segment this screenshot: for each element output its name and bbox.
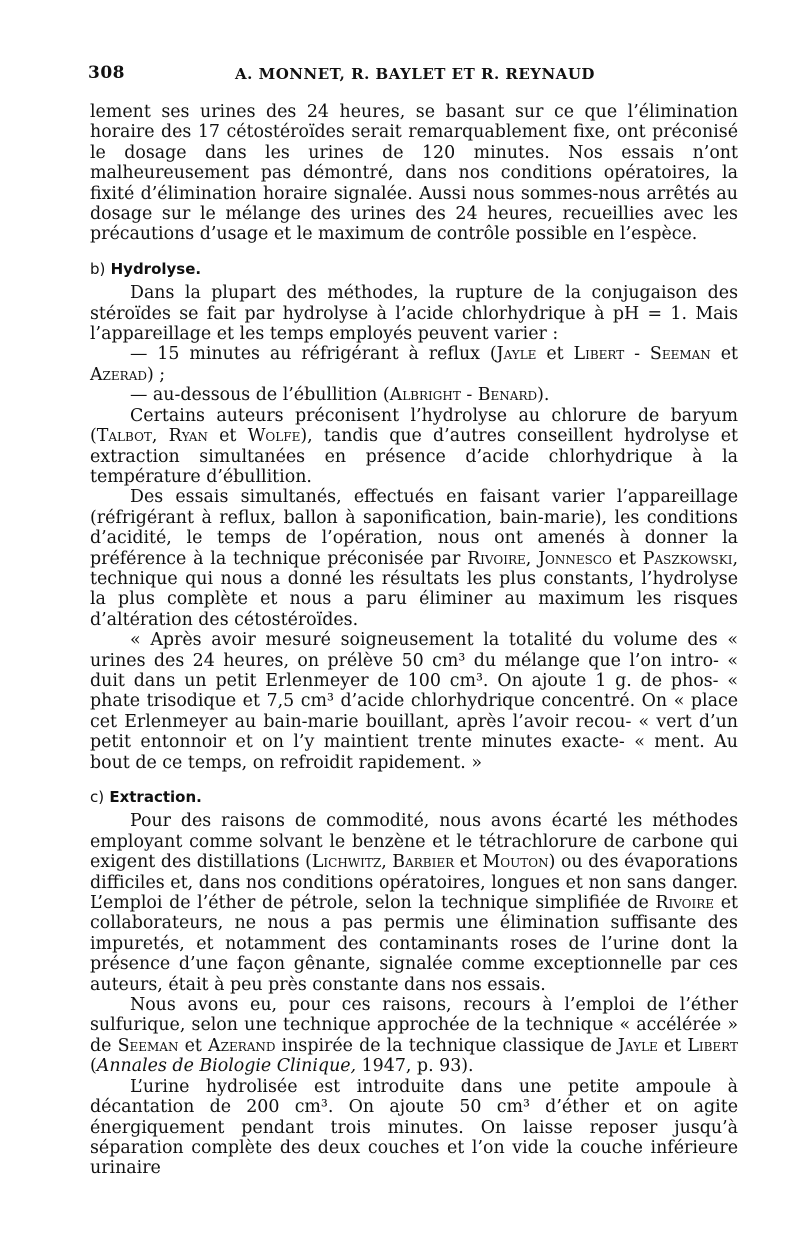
author-name: Albright - Benard (389, 385, 538, 406)
text-span: et collaborateurs, ne nous a pas permis une élimination suffisante des impuretés, et notamment des contaminants roses de l’urine dont la présence d’une façon gênante, signalée comme exceptionnelle par ces auteurs, était à peu près constante dans nos essais. (90, 893, 738, 995)
text-span: , technique qui nous a donné les résultats les plus constants, l’hydrolyse la plus complète et nous a paru éliminer au maximum les risques d’altération des cétostéroïdes. (90, 548, 738, 630)
author-name: Jayle (496, 344, 537, 365)
text-span: Certains auteurs préconisent l’hydrolyse au chlorure de baryum ( (90, 405, 738, 447)
text-span: ( (90, 1056, 97, 1077)
author-name: Lichwitz, Barbier (311, 852, 455, 873)
paragraph: L’urine hydrolisée est introduite dans une petite ampoule à décantation de 200 cm³. On ajoute 50 cm³ d’éther et on agite énergiquement pendant trois minutes. On laisse reposer jusqu’à séparation complète des deux couches et l’on vide la couche inférieure urinaire (90, 1076, 738, 1179)
author-name: Libert (687, 1035, 739, 1056)
text-span: et (657, 1035, 688, 1056)
paragraph: Dans la plupart des méthodes, la rupture de la conjugaison des stéroïdes se fait par hydrolyse à l’acide chlorhydrique à pH = 1. Mais l’appareillage et les temps employés peuvent varier : (90, 283, 738, 345)
section-letter: c) (90, 788, 105, 806)
author-name: Talbot, Ryan (96, 426, 208, 447)
text-span: — 15 minutes au réfrigérant à reflux ( (130, 344, 497, 365)
author-name: Seeman (117, 1035, 179, 1056)
paragraph (90, 487, 738, 630)
page-number: 308 (88, 63, 125, 83)
author-name: Mouton (482, 852, 549, 873)
author-name: Rivoire, Jonnesco (467, 548, 612, 569)
running-head-authors: A. MONNET, R. BAYLET ET R. REYNAUD (235, 65, 595, 83)
paragraph (90, 406, 738, 488)
author-name: Azerand (208, 1035, 276, 1056)
text-span: et (611, 548, 643, 569)
section-title: Extraction. (109, 788, 202, 806)
text-span: 1947, p. 93). (356, 1056, 474, 1077)
section-title: Hydrolyse. (110, 259, 202, 278)
list-item (90, 385, 738, 405)
quoted-protocol: « Après avoir mesuré soigneusement la totalité du volume des « urines des 24 heures, on prélève 50 cm³ du mélange que l’on intro- « duit dans un petit Erlenmeyer de 100 cm³. On ajoute 1 g. de phos- « phate trisodique et 7,5 cm³ d’acide chlorhydrique concentré. On « place cet Erlenmeyer au bain-marie bouillant, après l’avoir recou- « vert d’un petit entonnoir et on l’y maintient trente minutes exacte- « ment. Au bout de ce temps, on refroidit rapidement. » (90, 630, 738, 773)
author-name: Jayle (617, 1035, 658, 1056)
text-body (90, 102, 738, 1179)
text-span: et (536, 344, 574, 365)
text-span: et (710, 344, 738, 365)
list-item (90, 344, 738, 385)
text-span: ) ou des évaporations difficiles et, dans nos conditions opératoires, longues et non sans danger. L’emploi de l’éther de pétrole, selon la technique simplifiée de (90, 852, 738, 914)
paragraph: lement ses urines des 24 heures, se basant sur ce que l’élimination horaire des 17 cétostéroïdes serait remarquablement fixe, ont préconisé le dosage dans les urines de 120 minutes. Nos essais n’ont malheureusement pas démontré, dans nos conditions opératoires, la fixité d’élimination horaire signalée. Aussi nous sommes-nous arrêtés au dosage sur le mélange des urines des 24 heures, recueillies avec les précautions d’usage et le maximum de contrôle possible en l’espèce. (90, 102, 738, 245)
text-span: et (178, 1035, 209, 1056)
section-heading-extraction (90, 787, 738, 807)
running-header (88, 63, 742, 89)
paragraph (90, 995, 738, 1077)
text-span: inspirée de la technique classique de (275, 1035, 618, 1056)
text-span: ) ; (146, 364, 166, 385)
text-span: et (454, 852, 483, 873)
text-span: ), tandis que d’autres conseillent hydrolyse et extraction simultanées en présence d’acide chlorhydrique à la température d’ébullition. (90, 426, 738, 487)
paragraph (90, 811, 738, 995)
author-name: Azerad (90, 364, 147, 385)
text-span: et (207, 426, 248, 447)
author-name: Libert - Seeman (573, 344, 711, 365)
author-name: Wolfe (247, 426, 301, 447)
author-name: Paszkowski (642, 548, 733, 569)
section-letter: b) (90, 259, 106, 278)
text-span: Nous avons eu, pour ces raisons, recours à l’emploi de l’éther sulfurique, selon une technique approchée de la technique « accélérée » de (90, 995, 738, 1056)
text-span: Des essais simultanés, effectués en faisant varier l’appareillage (réfrigérant à reflux, ballon à saponification, bain-marie), les conditions d’acidité, le temps de l’opération, nous ont amenés à donner la préférence à la technique préconisée par (90, 487, 738, 569)
author-name: Rivoire (655, 893, 715, 914)
journal-title: Annales de Biologie Clinique, (96, 1056, 357, 1077)
text-span: Pour des raisons de commodité, nous avons écarté les méthodes employant comme solvant le benzène et le tétrachlorure de carbone qui exigent des distillations ( (90, 811, 738, 873)
text-span: — au-dessous de l’ébullition ( (130, 385, 390, 406)
section-heading-hydrolyse (90, 259, 738, 279)
text-span: ). (537, 385, 550, 406)
